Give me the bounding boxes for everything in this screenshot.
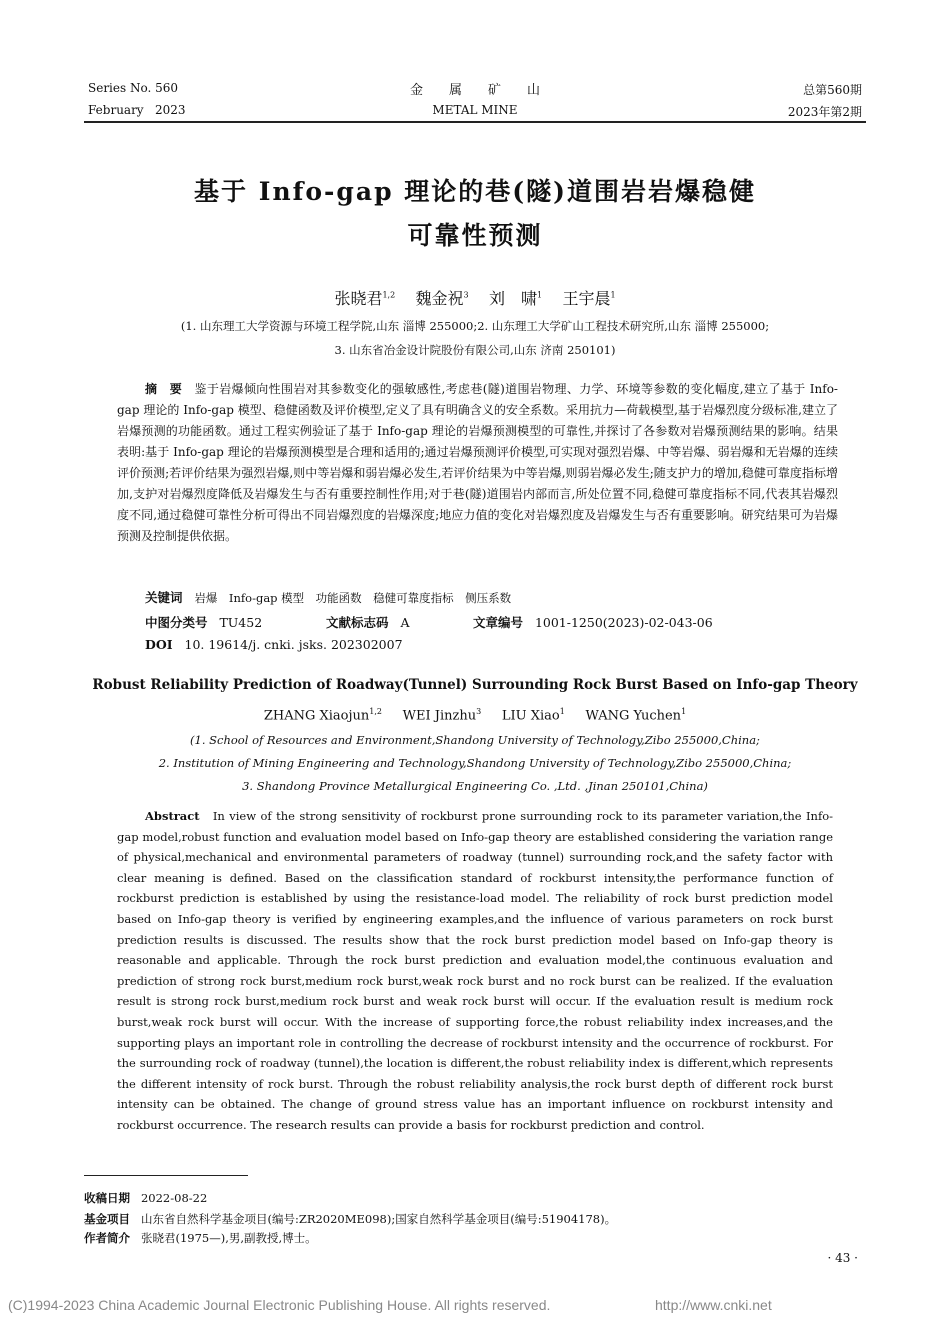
date-en: February 2023 <box>88 103 186 117</box>
site-link[interactable]: http://www.cnki.net <box>655 1297 772 1313</box>
header-rule <box>84 121 866 123</box>
author-bio: 作者简介 张晓君(1975—),男,副教授,博士。 <box>84 1231 317 1245</box>
title-en: Robust Reliability Prediction of Roadway(Tunnel) Surrounding Rock Burst Based on Info-gap Theory <box>92 677 858 693</box>
fund-info: 基金项目 山东省自然科学基金项目(编号:ZR2020ME098);国家自然科学基金项目(编号:51904178)。 <box>84 1212 617 1226</box>
footnote-rule <box>84 1175 248 1176</box>
affiliation-en-line3: 3. Shandong Province Metallurgical Engineering Co. ,Ltd. ,Jinan 250101,China) <box>242 779 708 793</box>
journal-cn: 金 属 矿 山 <box>409 83 540 98</box>
abstract-cn-label: 摘 要 <box>145 382 183 396</box>
affiliation-en-line1: (1. School of Resources and Environment,Shandong University of Technology,Zibo 255000,China; <box>190 733 760 747</box>
title-cn-line2: 可靠性预测 <box>407 221 543 250</box>
received-date: 收稿日期 2022-08-22 <box>84 1191 208 1205</box>
date-cn: 2023年第2期 <box>787 105 862 119</box>
affiliation-cn-line1: (1. 山东理工大学资源与环境工程学院,山东 淄博 255000;2. 山东理工大学矿山工程技术研究所,山东 淄博 255000; <box>180 319 770 333</box>
classification-row: 中图分类号 TU452 <box>145 615 263 630</box>
journal-en: METAL MINE <box>432 103 518 117</box>
doi: DOI 10. 19614/j. cnki. jsks. 202302007 <box>145 637 403 652</box>
abstract-en-label: Abstract <box>145 809 200 823</box>
keywords: 关键词 岩爆 Info-gap 模型 功能函数 稳健可靠度指标 侧压系数 <box>145 590 512 605</box>
document-code: 文献标志码 A <box>326 615 410 630</box>
page-number: · 43 · <box>827 1251 858 1265</box>
copyright: (C)1994-2023 China Academic Journal Electronic Publishing House. All rights reserved. <box>8 1297 551 1313</box>
abstract-cn: 摘 要 鉴于岩爆倾向性围岩对其参数变化的强敏感性,考虑巷(隧)道围岩物理、力学、环境等参数的变化幅度,建立了基于 Info-gap 理论的 Info-gap 模型、稳健函数及评价模型,定义了具有明确含义的安全系数。采用抗力—荷载模型,基于岩爆烈度分级标准,建立了岩爆预测的功能函数。通过工程实例验证了基于 Info-gap 理论的岩爆预测模型的可靠性,并探讨了各参数对岩爆预测结果的影响。结果表明:基于 Info-gap 理论的岩爆预测模型是合理和适用的;通过岩爆预测评价模型,可实现对强烈岩爆、中等岩爆、弱岩爆和无岩爆的连续评价预测;若评价结果为强烈岩爆,则中等岩爆和弱岩爆必发生,若评价结果为中等岩爆,则弱岩爆必发生;随支护力的增加,稳健可靠度指标增加,支护对岩爆烈度降低及岩爆发生与否有重要控制性作用;对于巷(隧)道围岩内部而言,所处位置不同,稳健可靠度指标不同,代表其岩爆烈度不同,通过稳健可靠性分析可得出不同岩爆烈度的岩爆深度;地应力值的变化对岩爆烈度及岩爆发生与否有重要影响。研究结果可为岩爆预测及控制提供依据。 <box>117 382 838 543</box>
affiliation-en-line2: 2. Institution of Mining Engineering and Technology,Shandong University of Technology,Zibo 255000,China; <box>158 756 792 770</box>
abstract-en: Abstract In view of the strong sensitivity of rockburst prone surrounding rock to its parameter variation,the Info-gap model,robust function and evaluation model based on Info-gap theory are established considering the variation range of physical,mechanical and environmental parameters of roadway (tunnel) surrounding rock,and the safety factor with clear meaning is defined. Based on the classification standard of rockburst intensity,the performance function of rockburst prediction is established by using the resistance-load model. The reliability of rock burst prediction model based on Info-gap theory is verified by engineering examples,and the influence of various parameters on rock burst prediction results is discussed. The results show that the rock burst prediction model based on Info-gap theory is reasonable and applicable. Through the rock burst prediction and evaluation model,the continuous evaluation and prediction of strong rock burst,medium rock burst,weak rock burst and no rock burst can be realized. If the evaluation result is strong rock burst,medium rock burst and weak rock burst will occur. If the evaluation result is medium rock burst,weak rock burst will occur. With the increase of supporting force,the robust reliability index increases,and the supporting plays an important role in controlling the decrease of rockburst intensity and the occurrence of rockburst. For the surrounding rock of roadway (tunnel),the location is different,the robust reliability index is different,which represents the different intensity of rock burst. Through the robust reliability analysis,the rock burst depth of different rock burst intensity can be obtained. The change of ground stress value has an important influence on rockburst intensity and rockburst occurrence. The research results can provide a basis for rockburst prediction and control. <box>117 809 834 1132</box>
series-cn: 总第560期 <box>803 83 862 97</box>
authors-cn: 张晓君$^{1,2}$ 魏金祝$^3$ 刘 啸$^1$ 王宇晨$^1$ <box>334 289 616 308</box>
article-number: 文章编号 1001-1250(2023)-02-043-06 <box>473 615 713 630</box>
affiliation-cn-line2: 3. 山东省冶金设计院股份有限公司,山东 济南 250101) <box>334 343 616 357</box>
title-cn-line1: 基于 Info-gap 理论的巷(隧)道围岩岩爆稳健 <box>194 177 756 206</box>
series-en: Series No. 560 <box>88 81 179 95</box>
authors-en: ZHANG Xiaojun$^{1,2}$ WEI Jinzhu$^3$ LIU Xiao$^1$ WANG Yuchen$^1$ <box>263 707 687 724</box>
